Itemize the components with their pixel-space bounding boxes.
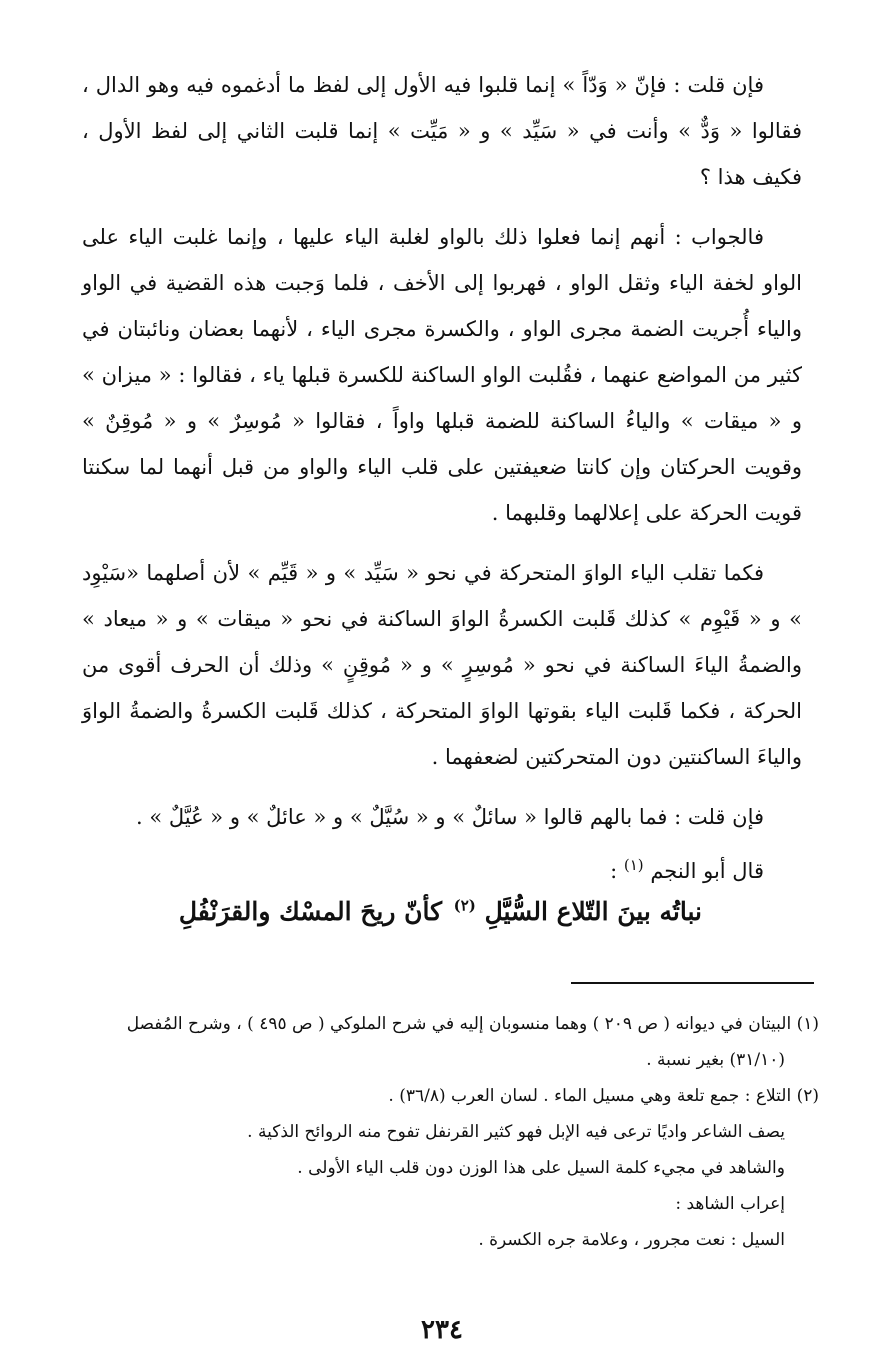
paragraph-analogy: فكما تقلب الياء الواوَ المتحركة في نحو « سَيِّد » و « قَيِّم » لأن أصلهما «سَيْوِد » و « قَيْوِم » كذلك قَلبت الكسرةُ الواوَ الساكنة في نحو « ميقات » و « ميعاد » والضمةُ الياءَ الساكنة في نحو « مُوسِرٍ » و « مُوقِنٍ » وذلك أن الحرف أقوى من الحركة ، فكما قَلبت الياء بقوتها الواوَ المتحركة ، كذلك قَلبت الكسرةُ والضمةُ الواوَ والياءَ الساكنتين دون المتحركتين لضعفهما . [82, 561, 802, 769]
footnote-separator [571, 982, 814, 984]
poetry-verse [0, 884, 884, 940]
footnote-2-evidence: والشاهد في مجيء كلمة السيل على هذا الوزن دون قلب الياء الأولى . [297, 1158, 785, 1178]
footnote-1: (١) البيتان في ديوانه ( ص ٢٠٩ ) وهما منسوبان إليه في شرح الملوكي ( ص ٤٩٥ ) ، وشرح المُفصل (٣١/١٠) بغير نسبة . [126, 1014, 819, 1070]
paragraph-second-question: فإن قلت : فما بالهم قالوا « سائلٌ » و « سُيَّلٌ » و « عائلٌ » و « عُيَّلٌ » . [135, 805, 764, 829]
footnote-1-marker: (١) [623, 856, 644, 874]
footnote-2-description: يصف الشاعر واديًا ترعى فيه الإبل فهو كثير القرنفل تفوح منه الروائح الذكية . [247, 1122, 785, 1142]
paragraph-answer: فالجواب : أنهم إنما فعلوا ذلك بالواو لغلبة الياء عليها ، وإنما غلبت الياء على الواو لخفة الياء وثقل الواو ، فهربوا إلى الأخف ، فلما وَجبت هذه القضية في الواو والياء أُجريت الضمة مجرى الواو ، والكسرة مجرى الياء ، لأنهما بعضان ونائبتان في كثير من المواضع عنهما ، فقُلبت الواو الساكنة للكسرة قبلها ياء ، فقالوا : « ميزان » و « ميقات » والياءُ الساكنة للضمة قبلها واواً ، فقالوا « مُوسِرٌ » و « مُوقِنٌ » وقويت الحركتان وإن كانتا ضعيفتين على قلب الياء والواو من قبل أنهما لما سكنتا قويت الحركة على إعلالهما وقلبهما . [82, 225, 802, 525]
footnote-2-parsing: السيل : نعت مجرور ، وعلامة جره الكسرة . [478, 1230, 785, 1250]
verse-first-hemistich: كأنّ ريحَ المسْك والقرَنْفُلِ [178, 897, 442, 926]
verse-second-text: نباتُه بينَ التّلاع السُّيَّلِ [484, 897, 702, 926]
footnote-2: (٢) التلاع : جمع تلعة وهي مسيل الماء . لسان العرب (٣٦/٨) . [388, 1086, 819, 1106]
poem-intro-colon: : [610, 859, 618, 883]
footnotes [80, 1006, 819, 1258]
page-number: ٢٣٤ [421, 1315, 463, 1345]
poet-attribution: قال أبو النجم [650, 859, 764, 883]
paragraph-question: فإن قلت : فإنّ « وَدّاً » إنما قلبوا فيه الأول إلى لفظ ما أدغموه فيه وهو الدال ، فقالوا « وَدٌّ » وأنت في « سَيِّد » و « مَيِّت » إنما قلبت الثاني إلى لفظ الأول ، فكيف هذا ؟ [82, 73, 802, 189]
main-text [82, 62, 802, 894]
footnote-2-parsing-heading: إعراب الشاهد : [675, 1194, 785, 1214]
verse-second-hemistich [454, 884, 702, 940]
footnote-2-marker: (٢) [453, 896, 476, 915]
